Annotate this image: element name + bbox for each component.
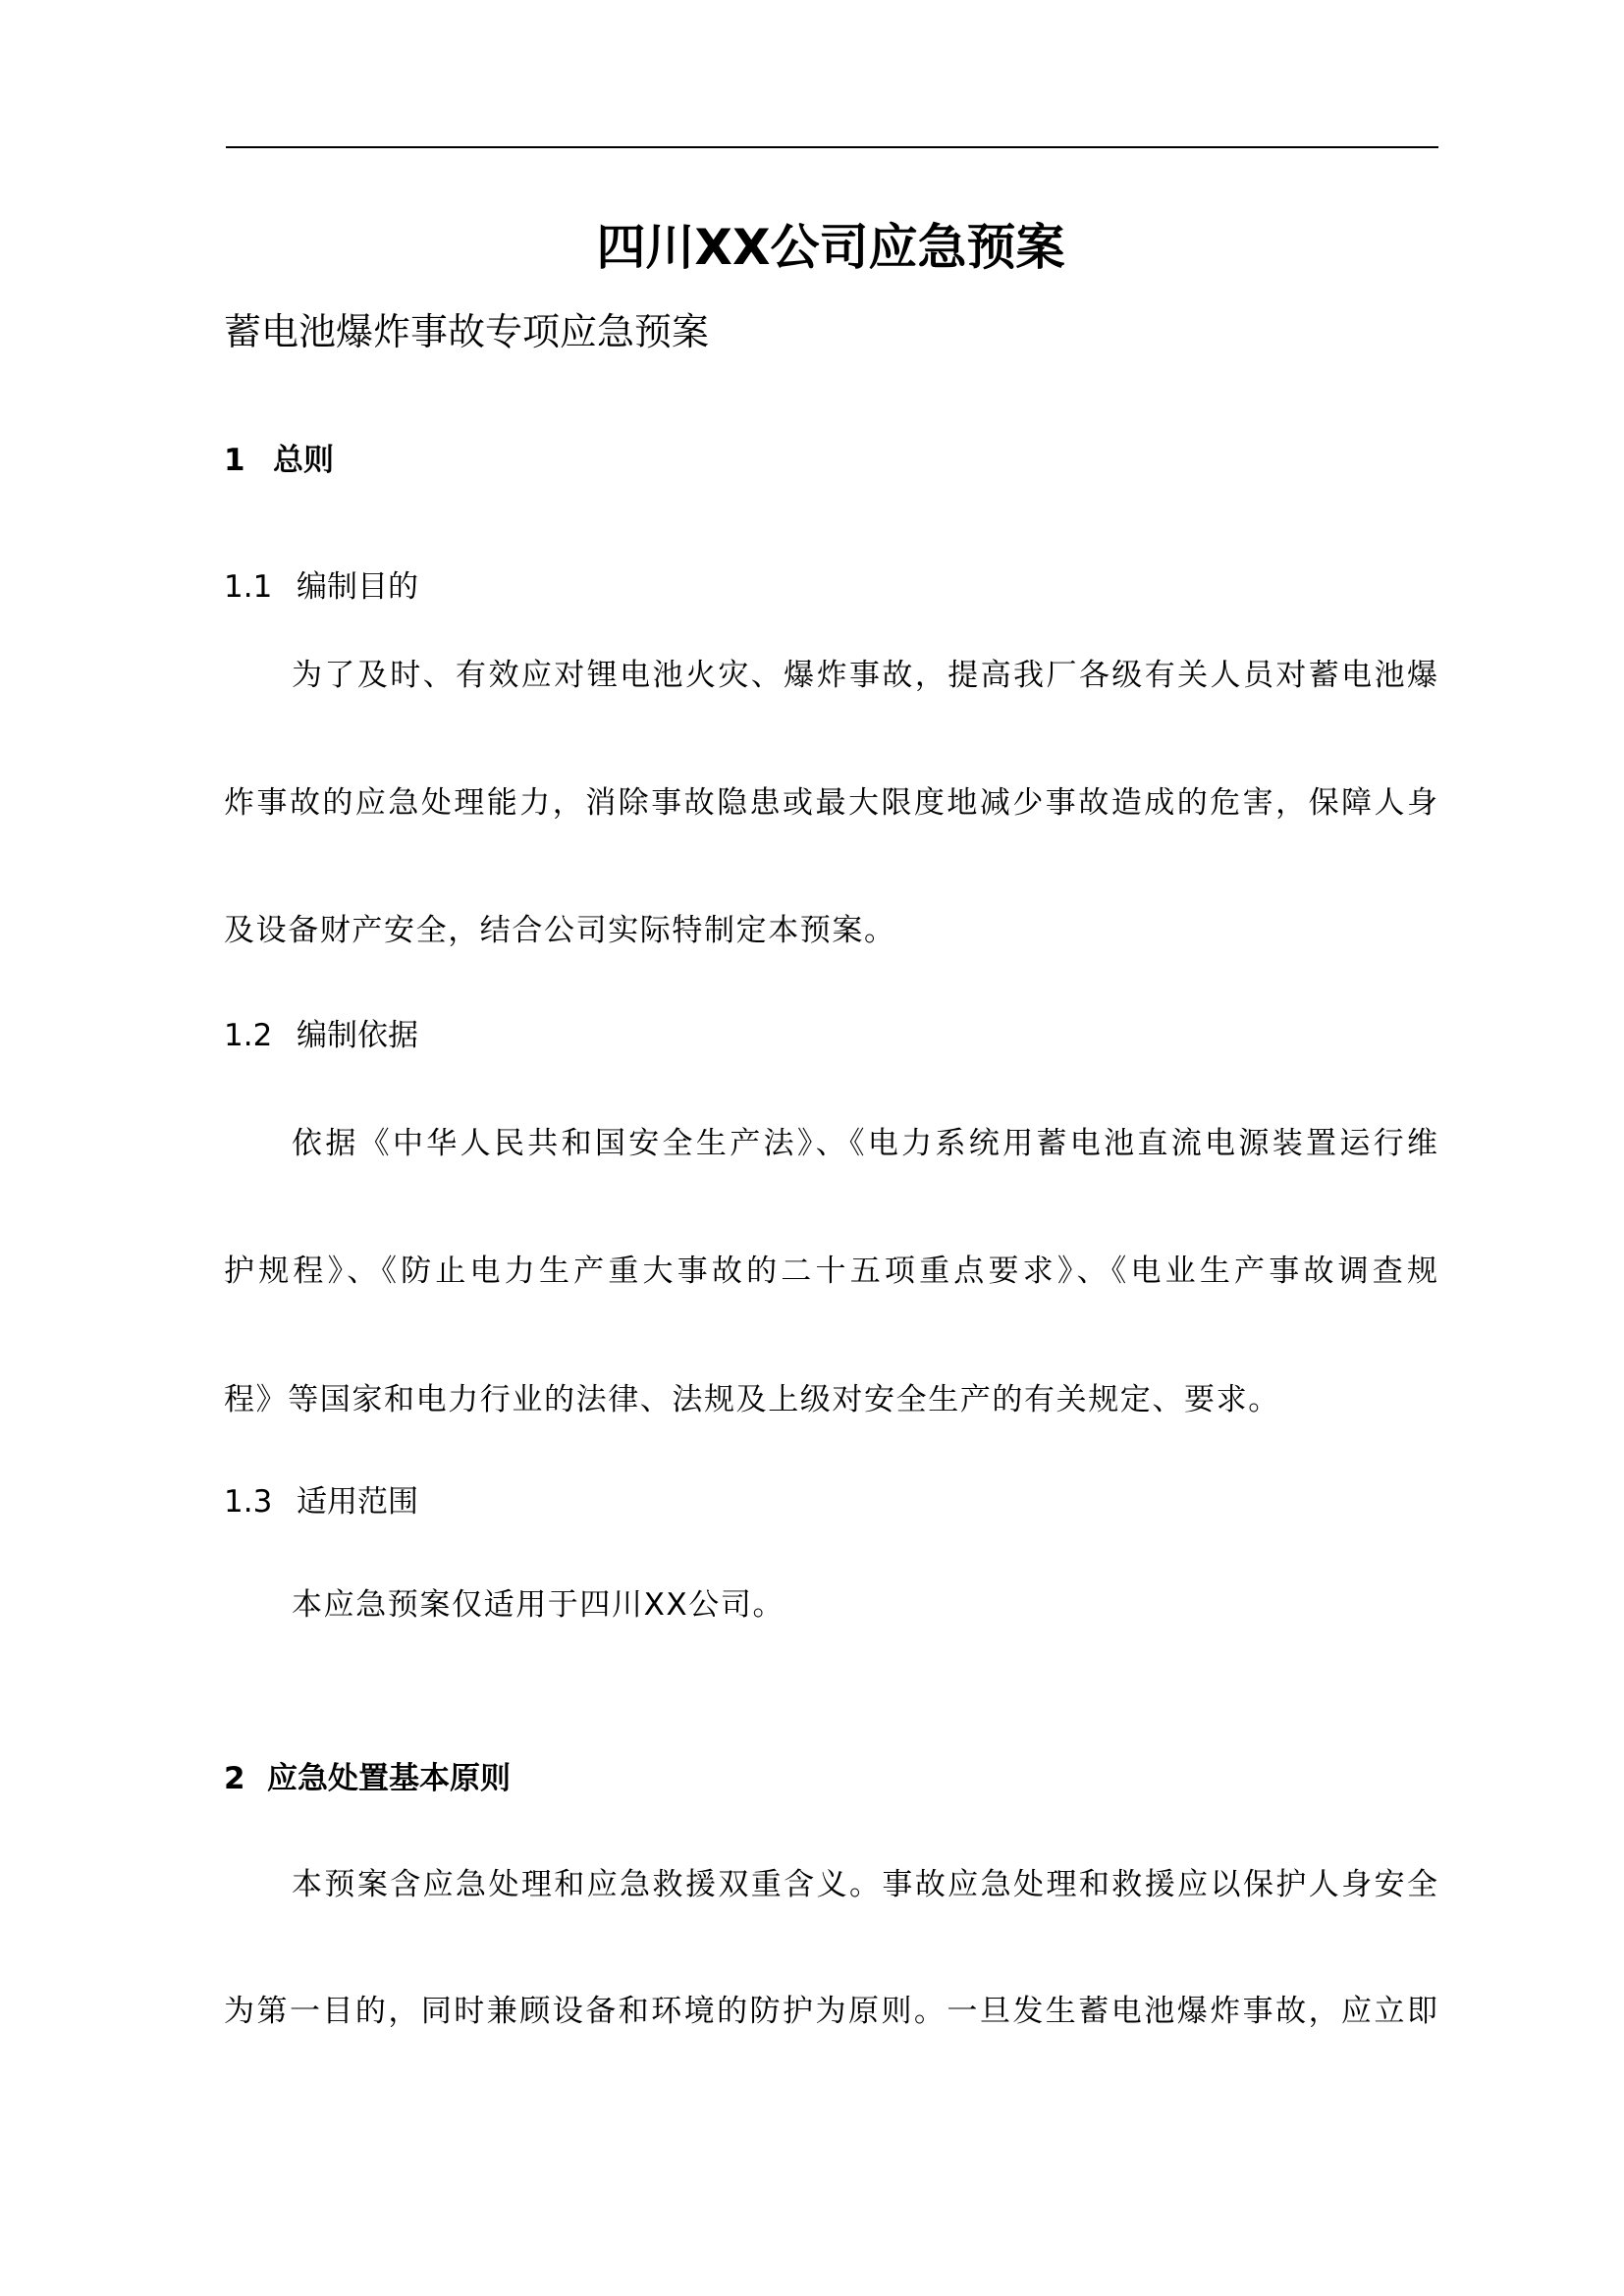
paragraph-line: 本预案含应急处理和应急救援双重含义。事故应急处理和救援应以保护人身安全 [292,1867,1437,1902]
paragraph-line: 及设备财产安全，结合公司实际特制定本预案。 [224,913,896,948]
subsection-1-2-heading [224,1012,1437,1059]
paragraph-line: 护规程》、《防止电力生产重大事故的二十五项重点要求》、《电业生产事故调查规 [224,1254,1437,1289]
document-title: 四川XX公司应急预案 [596,219,1065,276]
subsection-number: 1.2 [224,1018,273,1053]
paragraph-line: 为第一目的，同时兼顾设备和环境的防护为原则。一旦发生蓄电池爆炸事故，应立即 [224,1994,1437,2029]
paragraph-line: 为了及时、有效应对锂电池火灾、爆炸事故，提高我厂各级有关人员对蓄电池爆 [292,658,1437,693]
document-subtitle: 蓄电池爆炸事故专项应急预案 [224,310,710,353]
subsection-1-3-heading [224,1478,1437,1525]
subsection-title: 适用范围 [297,1484,418,1520]
subsection-number: 1.1 [224,569,273,605]
paragraph-line: 炸事故的应急处理能力，消除事故隐患或最大限度地减少事故造成的危害，保障人身 [224,785,1437,821]
section-number: 2 [224,1761,245,1796]
section-1-heading [224,437,1437,484]
paragraph-line: 依据《中华人民共和国安全生产法》、《电力系统用蓄电池直流电源装置运行维 [292,1126,1437,1161]
paragraph-line: 程》等国家和电力行业的法律、法规及上级对安全生产的有关规定、要求。 [224,1382,1280,1417]
section-title: 总则 [273,443,334,478]
subsection-number: 1.3 [224,1484,273,1520]
section-title: 应急处置基本原则 [267,1761,511,1796]
subsection-title: 编制依据 [297,1018,418,1053]
section-number: 1 [224,443,245,478]
paragraph-line: 本应急预案仅适用于四川XX公司。 [292,1587,785,1623]
subsection-title: 编制目的 [297,569,418,605]
section-2-heading [224,1755,1437,1802]
subsection-1-1-heading [224,563,1437,611]
header-rule [226,146,1438,148]
